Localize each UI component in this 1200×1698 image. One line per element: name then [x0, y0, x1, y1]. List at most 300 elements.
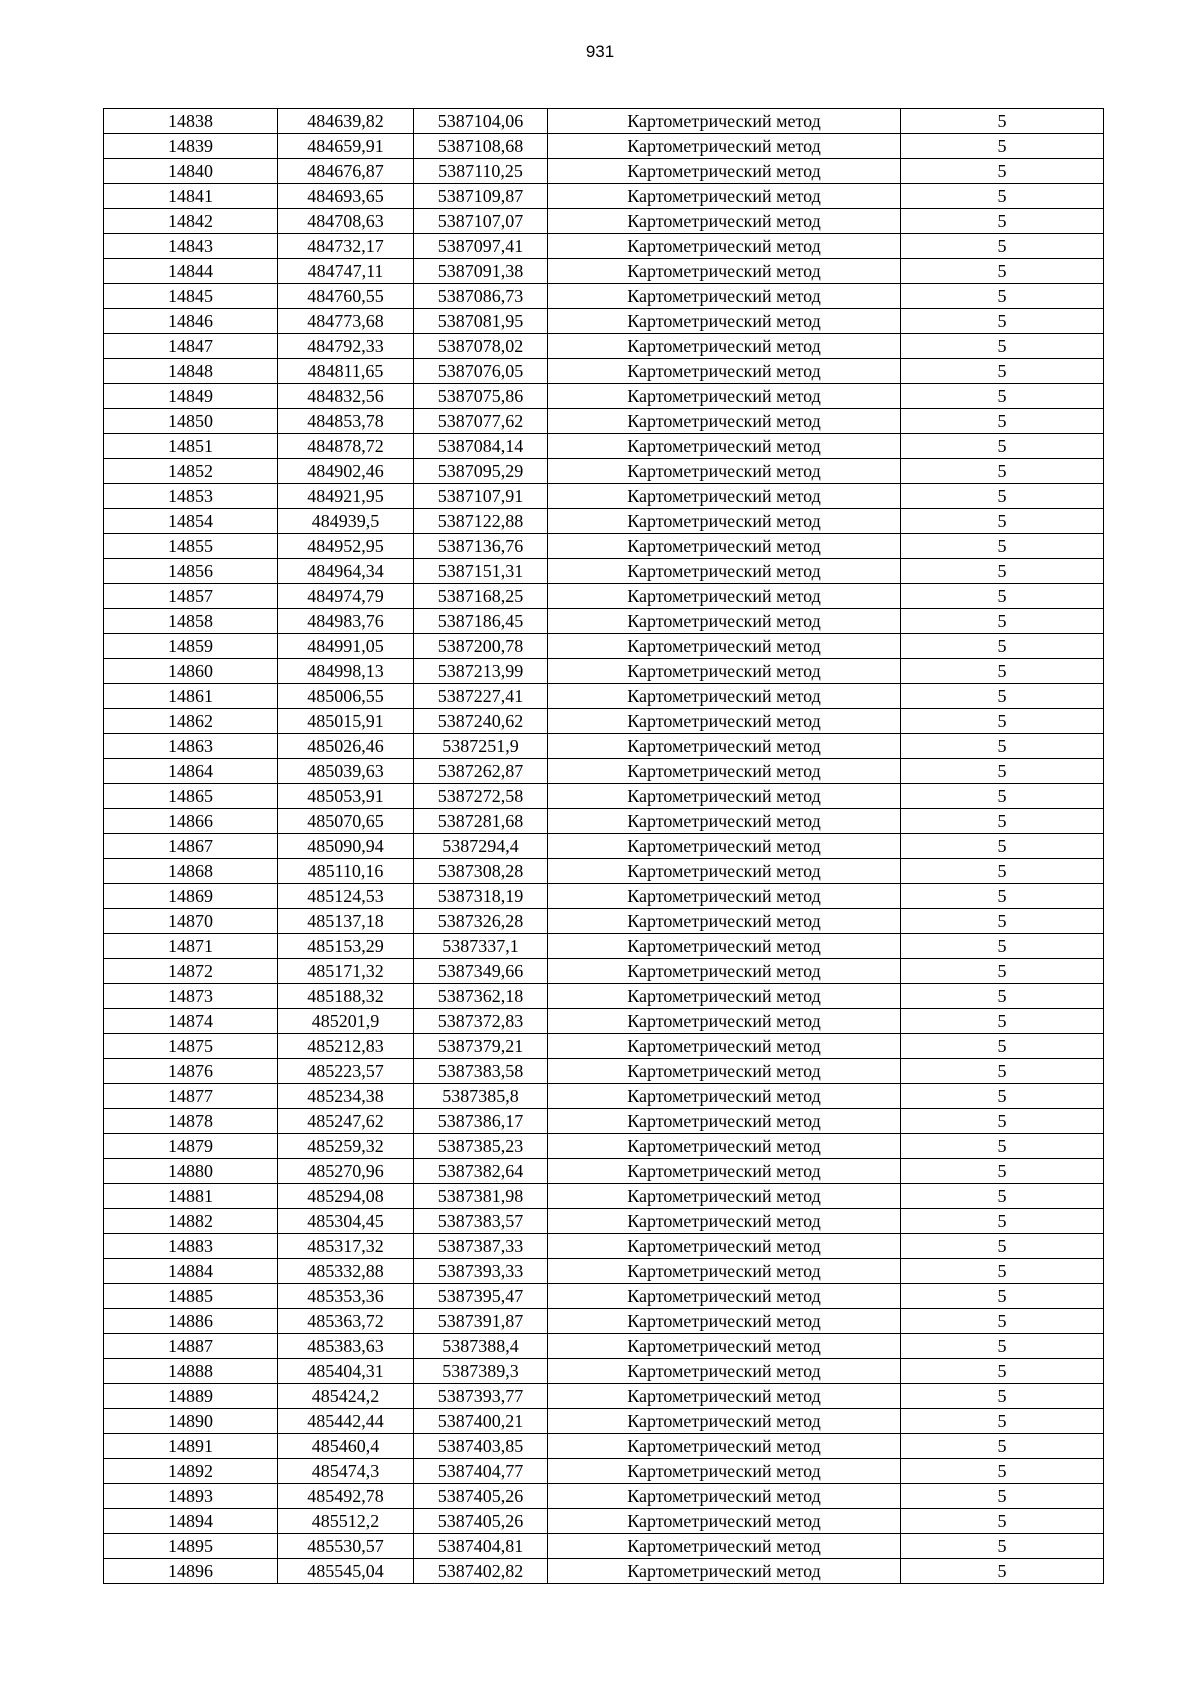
table-row	[104, 1084, 1104, 1109]
point-number-cell: 14841	[104, 184, 278, 209]
x-coordinate-cell: 485442,44	[278, 1409, 414, 1434]
method-cell: Картометрический метод	[548, 859, 901, 884]
method-cell: Картометрический метод	[548, 109, 901, 134]
method-cell: Картометрический метод	[548, 1409, 901, 1434]
point-number-cell: 14884	[104, 1259, 278, 1284]
y-coordinate-cell: 5387402,82	[414, 1559, 548, 1584]
accuracy-cell: 5	[901, 559, 1104, 584]
accuracy-cell: 5	[901, 459, 1104, 484]
method-cell: Картометрический метод	[548, 1509, 901, 1534]
y-coordinate-cell: 5387383,58	[414, 1059, 548, 1084]
accuracy-cell: 5	[901, 1184, 1104, 1209]
accuracy-cell: 5	[901, 859, 1104, 884]
y-coordinate-cell: 5387097,41	[414, 234, 548, 259]
y-coordinate-cell: 5387186,45	[414, 609, 548, 634]
y-coordinate-cell: 5387349,66	[414, 959, 548, 984]
point-number-cell: 14860	[104, 659, 278, 684]
y-coordinate-cell: 5387262,87	[414, 759, 548, 784]
accuracy-cell: 5	[901, 334, 1104, 359]
point-number-cell: 14868	[104, 859, 278, 884]
table-row	[104, 534, 1104, 559]
accuracy-cell: 5	[901, 1309, 1104, 1334]
table-row	[104, 409, 1104, 434]
method-cell: Картометрический метод	[548, 834, 901, 859]
point-number-cell: 14842	[104, 209, 278, 234]
table-row	[104, 1284, 1104, 1309]
accuracy-cell: 5	[901, 284, 1104, 309]
table-row	[104, 1334, 1104, 1359]
x-coordinate-cell: 485223,57	[278, 1059, 414, 1084]
table-row	[104, 1159, 1104, 1184]
accuracy-cell: 5	[901, 1334, 1104, 1359]
method-cell: Картометрический метод	[548, 459, 901, 484]
x-coordinate-cell: 485201,9	[278, 1009, 414, 1034]
point-number-cell: 14852	[104, 459, 278, 484]
y-coordinate-cell: 5387308,28	[414, 859, 548, 884]
point-number-cell: 14862	[104, 709, 278, 734]
table-row	[104, 884, 1104, 909]
accuracy-cell: 5	[901, 1359, 1104, 1384]
x-coordinate-cell: 484773,68	[278, 309, 414, 334]
point-number-cell: 14876	[104, 1059, 278, 1084]
method-cell: Картометрический метод	[548, 934, 901, 959]
accuracy-cell: 5	[901, 484, 1104, 509]
point-number-cell: 14851	[104, 434, 278, 459]
method-cell: Картометрический метод	[548, 909, 901, 934]
x-coordinate-cell: 485234,38	[278, 1084, 414, 1109]
accuracy-cell: 5	[901, 609, 1104, 634]
y-coordinate-cell: 5387281,68	[414, 809, 548, 834]
table-row	[104, 309, 1104, 334]
x-coordinate-cell: 484732,17	[278, 234, 414, 259]
point-number-cell: 14847	[104, 334, 278, 359]
accuracy-cell: 5	[901, 959, 1104, 984]
y-coordinate-cell: 5387086,73	[414, 284, 548, 309]
point-number-cell: 14840	[104, 159, 278, 184]
point-number-cell: 14895	[104, 1534, 278, 1559]
accuracy-cell: 5	[901, 409, 1104, 434]
accuracy-cell: 5	[901, 1084, 1104, 1109]
y-coordinate-cell: 5387379,21	[414, 1034, 548, 1059]
table-row	[104, 684, 1104, 709]
y-coordinate-cell: 5387272,58	[414, 784, 548, 809]
accuracy-cell: 5	[901, 634, 1104, 659]
method-cell: Картометрический метод	[548, 1559, 901, 1584]
point-number-cell: 14894	[104, 1509, 278, 1534]
y-coordinate-cell: 5387078,02	[414, 334, 548, 359]
x-coordinate-cell: 484659,91	[278, 134, 414, 159]
point-number-cell: 14850	[104, 409, 278, 434]
coordinates-table	[103, 108, 1104, 1584]
x-coordinate-cell: 484991,05	[278, 634, 414, 659]
point-number-cell: 14839	[104, 134, 278, 159]
x-coordinate-cell: 484792,33	[278, 334, 414, 359]
x-coordinate-cell: 484878,72	[278, 434, 414, 459]
table-row	[104, 759, 1104, 784]
x-coordinate-cell: 484902,46	[278, 459, 414, 484]
accuracy-cell: 5	[901, 659, 1104, 684]
accuracy-cell: 5	[901, 934, 1104, 959]
x-coordinate-cell: 484832,56	[278, 384, 414, 409]
x-coordinate-cell: 484811,65	[278, 359, 414, 384]
table-row	[104, 1509, 1104, 1534]
x-coordinate-cell: 485424,2	[278, 1384, 414, 1409]
y-coordinate-cell: 5387362,18	[414, 984, 548, 1009]
table-row	[104, 584, 1104, 609]
accuracy-cell: 5	[901, 1034, 1104, 1059]
table-row	[104, 709, 1104, 734]
x-coordinate-cell: 484676,87	[278, 159, 414, 184]
y-coordinate-cell: 5387395,47	[414, 1284, 548, 1309]
x-coordinate-cell: 485270,96	[278, 1159, 414, 1184]
table-row	[104, 459, 1104, 484]
table-row	[104, 134, 1104, 159]
table-row	[104, 909, 1104, 934]
table-row	[104, 1309, 1104, 1334]
accuracy-cell: 5	[901, 784, 1104, 809]
y-coordinate-cell: 5387318,19	[414, 884, 548, 909]
y-coordinate-cell: 5387393,77	[414, 1384, 548, 1409]
accuracy-cell: 5	[901, 1134, 1104, 1159]
x-coordinate-cell: 485304,45	[278, 1209, 414, 1234]
x-coordinate-cell: 485247,62	[278, 1109, 414, 1134]
method-cell: Картометрический метод	[548, 1109, 901, 1134]
y-coordinate-cell: 5387405,26	[414, 1509, 548, 1534]
x-coordinate-cell: 485363,72	[278, 1309, 414, 1334]
y-coordinate-cell: 5387400,21	[414, 1409, 548, 1434]
x-coordinate-cell: 484693,65	[278, 184, 414, 209]
table-row	[104, 1409, 1104, 1434]
x-coordinate-cell: 485137,18	[278, 909, 414, 934]
x-coordinate-cell: 485153,29	[278, 934, 414, 959]
table-row	[104, 1384, 1104, 1409]
method-cell: Картометрический метод	[548, 809, 901, 834]
table-row	[104, 609, 1104, 634]
accuracy-cell: 5	[901, 259, 1104, 284]
point-number-cell: 14886	[104, 1309, 278, 1334]
x-coordinate-cell: 484639,82	[278, 109, 414, 134]
accuracy-cell: 5	[901, 834, 1104, 859]
y-coordinate-cell: 5387095,29	[414, 459, 548, 484]
table-row	[104, 1009, 1104, 1034]
accuracy-cell: 5	[901, 709, 1104, 734]
method-cell: Картометрический метод	[548, 634, 901, 659]
point-number-cell: 14859	[104, 634, 278, 659]
method-cell: Картометрический метод	[548, 1234, 901, 1259]
x-coordinate-cell: 484939,5	[278, 509, 414, 534]
method-cell: Картометрический метод	[548, 1059, 901, 1084]
y-coordinate-cell: 5387213,99	[414, 659, 548, 684]
point-number-cell: 14873	[104, 984, 278, 1009]
y-coordinate-cell: 5387076,05	[414, 359, 548, 384]
table-row	[104, 734, 1104, 759]
x-coordinate-cell: 484998,13	[278, 659, 414, 684]
x-coordinate-cell: 484760,55	[278, 284, 414, 309]
table-row	[104, 1484, 1104, 1509]
y-coordinate-cell: 5387104,06	[414, 109, 548, 134]
method-cell: Картометрический метод	[548, 534, 901, 559]
method-cell: Картометрический метод	[548, 734, 901, 759]
table-row	[104, 184, 1104, 209]
method-cell: Картометрический метод	[548, 509, 901, 534]
x-coordinate-cell: 485110,16	[278, 859, 414, 884]
accuracy-cell: 5	[901, 1234, 1104, 1259]
table-row	[104, 284, 1104, 309]
point-number-cell: 14872	[104, 959, 278, 984]
y-coordinate-cell: 5387404,77	[414, 1459, 548, 1484]
method-cell: Картометрический метод	[548, 709, 901, 734]
x-coordinate-cell: 484974,79	[278, 584, 414, 609]
method-cell: Картометрический метод	[548, 234, 901, 259]
method-cell: Картометрический метод	[548, 1384, 901, 1409]
table-row	[104, 659, 1104, 684]
point-number-cell: 14853	[104, 484, 278, 509]
accuracy-cell: 5	[901, 984, 1104, 1009]
y-coordinate-cell: 5387081,95	[414, 309, 548, 334]
accuracy-cell: 5	[901, 509, 1104, 534]
x-coordinate-cell: 485460,4	[278, 1434, 414, 1459]
point-number-cell: 14887	[104, 1334, 278, 1359]
method-cell: Картометрический метод	[548, 359, 901, 384]
table-row	[104, 559, 1104, 584]
accuracy-cell: 5	[901, 109, 1104, 134]
method-cell: Картометрический метод	[548, 409, 901, 434]
method-cell: Картометрический метод	[548, 1434, 901, 1459]
y-coordinate-cell: 5387091,38	[414, 259, 548, 284]
table-row	[104, 634, 1104, 659]
x-coordinate-cell: 485474,3	[278, 1459, 414, 1484]
method-cell: Картометрический метод	[548, 1134, 901, 1159]
x-coordinate-cell: 485512,2	[278, 1509, 414, 1534]
x-coordinate-cell: 485070,65	[278, 809, 414, 834]
table-row	[104, 1134, 1104, 1159]
x-coordinate-cell: 485545,04	[278, 1559, 414, 1584]
y-coordinate-cell: 5387136,76	[414, 534, 548, 559]
method-cell: Картометрический метод	[548, 1534, 901, 1559]
table-row	[104, 209, 1104, 234]
y-coordinate-cell: 5387385,23	[414, 1134, 548, 1159]
table-row	[104, 809, 1104, 834]
method-cell: Картометрический метод	[548, 684, 901, 709]
x-coordinate-cell: 485171,32	[278, 959, 414, 984]
y-coordinate-cell: 5387075,86	[414, 384, 548, 409]
table-row	[104, 1209, 1104, 1234]
y-coordinate-cell: 5387389,3	[414, 1359, 548, 1384]
point-number-cell: 14882	[104, 1209, 278, 1234]
accuracy-cell: 5	[901, 1259, 1104, 1284]
method-cell: Картометрический метод	[548, 1284, 901, 1309]
table-row	[104, 1109, 1104, 1134]
accuracy-cell: 5	[901, 1409, 1104, 1434]
point-number-cell: 14874	[104, 1009, 278, 1034]
y-coordinate-cell: 5387200,78	[414, 634, 548, 659]
method-cell: Картометрический метод	[548, 134, 901, 159]
x-coordinate-cell: 485006,55	[278, 684, 414, 709]
x-coordinate-cell: 485530,57	[278, 1534, 414, 1559]
y-coordinate-cell: 5387107,07	[414, 209, 548, 234]
method-cell: Картометрический метод	[548, 1309, 901, 1334]
y-coordinate-cell: 5387403,85	[414, 1434, 548, 1459]
point-number-cell: 14863	[104, 734, 278, 759]
point-number-cell: 14883	[104, 1234, 278, 1259]
method-cell: Картометрический метод	[548, 484, 901, 509]
table-row	[104, 1184, 1104, 1209]
point-number-cell: 14879	[104, 1134, 278, 1159]
accuracy-cell: 5	[901, 1109, 1104, 1134]
accuracy-cell: 5	[901, 684, 1104, 709]
x-coordinate-cell: 485353,36	[278, 1284, 414, 1309]
accuracy-cell: 5	[901, 1284, 1104, 1309]
table-row	[104, 1559, 1104, 1584]
point-number-cell: 14869	[104, 884, 278, 909]
accuracy-cell: 5	[901, 384, 1104, 409]
x-coordinate-cell: 485294,08	[278, 1184, 414, 1209]
table-row	[104, 434, 1104, 459]
point-number-cell: 14865	[104, 784, 278, 809]
x-coordinate-cell: 484708,63	[278, 209, 414, 234]
point-number-cell: 14856	[104, 559, 278, 584]
accuracy-cell: 5	[901, 909, 1104, 934]
y-coordinate-cell: 5387122,88	[414, 509, 548, 534]
accuracy-cell: 5	[901, 884, 1104, 909]
accuracy-cell: 5	[901, 534, 1104, 559]
y-coordinate-cell: 5387240,62	[414, 709, 548, 734]
x-coordinate-cell: 484952,95	[278, 534, 414, 559]
coordinates-table-container	[103, 108, 1103, 1584]
table-row	[104, 1259, 1104, 1284]
point-number-cell: 14892	[104, 1459, 278, 1484]
method-cell: Картометрический метод	[548, 559, 901, 584]
accuracy-cell: 5	[901, 1509, 1104, 1534]
table-row	[104, 509, 1104, 534]
accuracy-cell: 5	[901, 1534, 1104, 1559]
accuracy-cell: 5	[901, 159, 1104, 184]
point-number-cell: 14891	[104, 1434, 278, 1459]
x-coordinate-cell: 484983,76	[278, 609, 414, 634]
table-row	[104, 1034, 1104, 1059]
point-number-cell: 14896	[104, 1559, 278, 1584]
point-number-cell: 14880	[104, 1159, 278, 1184]
accuracy-cell: 5	[901, 1434, 1104, 1459]
x-coordinate-cell: 485259,32	[278, 1134, 414, 1159]
table-row	[104, 1434, 1104, 1459]
point-number-cell: 14857	[104, 584, 278, 609]
x-coordinate-cell: 484921,95	[278, 484, 414, 509]
point-number-cell: 14867	[104, 834, 278, 859]
y-coordinate-cell: 5387294,4	[414, 834, 548, 859]
x-coordinate-cell: 485026,46	[278, 734, 414, 759]
point-number-cell: 14864	[104, 759, 278, 784]
method-cell: Картометрический метод	[548, 1459, 901, 1484]
y-coordinate-cell: 5387382,64	[414, 1159, 548, 1184]
accuracy-cell: 5	[901, 1209, 1104, 1234]
point-number-cell: 14888	[104, 1359, 278, 1384]
accuracy-cell: 5	[901, 209, 1104, 234]
page-number: 931	[585, 42, 615, 61]
accuracy-cell: 5	[901, 1459, 1104, 1484]
method-cell: Картометрический метод	[548, 959, 901, 984]
table-row	[104, 834, 1104, 859]
method-cell: Картометрический метод	[548, 984, 901, 1009]
y-coordinate-cell: 5387388,4	[414, 1334, 548, 1359]
point-number-cell: 14866	[104, 809, 278, 834]
point-number-cell: 14846	[104, 309, 278, 334]
method-cell: Картометрический метод	[548, 1009, 901, 1034]
y-coordinate-cell: 5387109,87	[414, 184, 548, 209]
accuracy-cell: 5	[901, 1559, 1104, 1584]
method-cell: Картометрический метод	[548, 1034, 901, 1059]
y-coordinate-cell: 5387337,1	[414, 934, 548, 959]
y-coordinate-cell: 5387077,62	[414, 409, 548, 434]
point-number-cell: 14875	[104, 1034, 278, 1059]
accuracy-cell: 5	[901, 584, 1104, 609]
y-coordinate-cell: 5387405,26	[414, 1484, 548, 1509]
accuracy-cell: 5	[901, 809, 1104, 834]
y-coordinate-cell: 5387383,57	[414, 1209, 548, 1234]
method-cell: Картометрический метод	[548, 659, 901, 684]
point-number-cell: 14855	[104, 534, 278, 559]
point-number-cell: 14845	[104, 284, 278, 309]
x-coordinate-cell: 485039,63	[278, 759, 414, 784]
point-number-cell: 14844	[104, 259, 278, 284]
table-row	[104, 259, 1104, 284]
accuracy-cell: 5	[901, 1384, 1104, 1409]
accuracy-cell: 5	[901, 1009, 1104, 1034]
x-coordinate-cell: 485492,78	[278, 1484, 414, 1509]
y-coordinate-cell: 5387251,9	[414, 734, 548, 759]
method-cell: Картометрический метод	[548, 284, 901, 309]
x-coordinate-cell: 485383,63	[278, 1334, 414, 1359]
method-cell: Картометрический метод	[548, 1209, 901, 1234]
x-coordinate-cell: 485053,91	[278, 784, 414, 809]
accuracy-cell: 5	[901, 1484, 1104, 1509]
accuracy-cell: 5	[901, 759, 1104, 784]
accuracy-cell: 5	[901, 1159, 1104, 1184]
table-row	[104, 784, 1104, 809]
point-number-cell: 14877	[104, 1084, 278, 1109]
table-row	[104, 159, 1104, 184]
y-coordinate-cell: 5387084,14	[414, 434, 548, 459]
accuracy-cell: 5	[901, 309, 1104, 334]
accuracy-cell: 5	[901, 184, 1104, 209]
point-number-cell: 14870	[104, 909, 278, 934]
y-coordinate-cell: 5387393,33	[414, 1259, 548, 1284]
point-number-cell: 14848	[104, 359, 278, 384]
method-cell: Картометрический метод	[548, 334, 901, 359]
table-row	[104, 1459, 1104, 1484]
point-number-cell: 14885	[104, 1284, 278, 1309]
point-number-cell: 14871	[104, 934, 278, 959]
method-cell: Картометрический метод	[548, 384, 901, 409]
accuracy-cell: 5	[901, 134, 1104, 159]
y-coordinate-cell: 5387391,87	[414, 1309, 548, 1334]
method-cell: Картометрический метод	[548, 159, 901, 184]
point-number-cell: 14849	[104, 384, 278, 409]
y-coordinate-cell: 5387110,25	[414, 159, 548, 184]
table-row	[104, 1234, 1104, 1259]
x-coordinate-cell: 484964,34	[278, 559, 414, 584]
point-number-cell: 14854	[104, 509, 278, 534]
x-coordinate-cell: 485404,31	[278, 1359, 414, 1384]
x-coordinate-cell: 484747,11	[278, 259, 414, 284]
accuracy-cell: 5	[901, 434, 1104, 459]
y-coordinate-cell: 5387404,81	[414, 1534, 548, 1559]
table-row	[104, 959, 1104, 984]
point-number-cell: 14893	[104, 1484, 278, 1509]
y-coordinate-cell: 5387151,31	[414, 559, 548, 584]
table-row	[104, 484, 1104, 509]
method-cell: Картометрический метод	[548, 259, 901, 284]
